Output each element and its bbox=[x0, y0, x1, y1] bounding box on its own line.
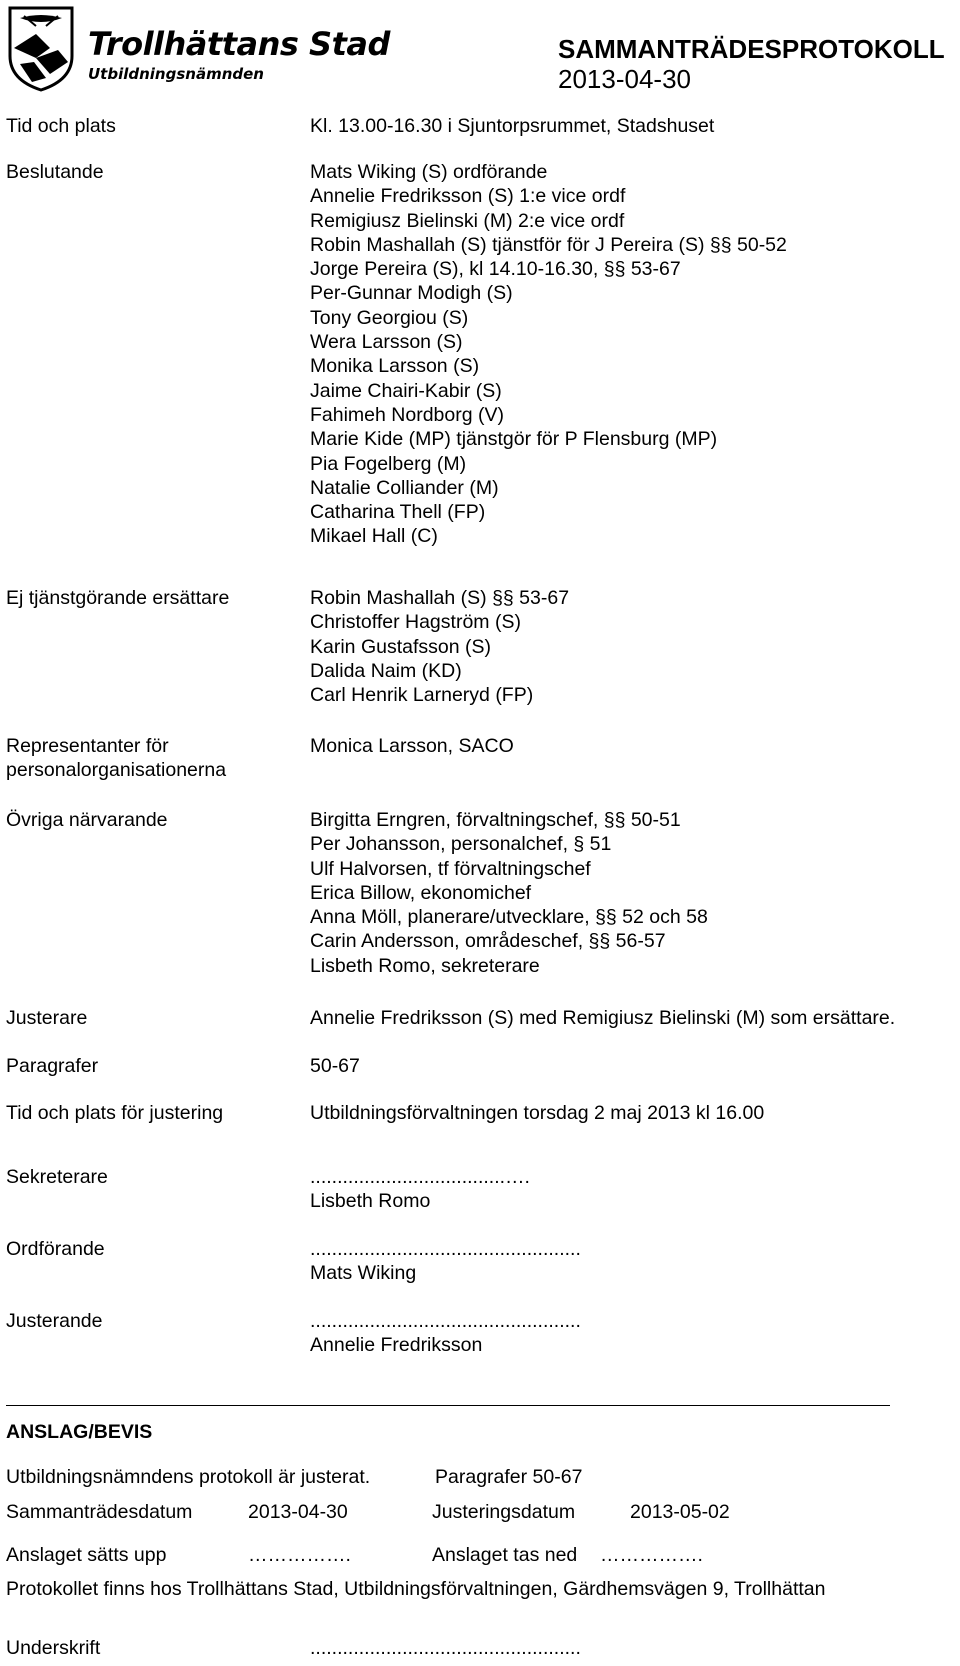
committee-name: Utbildningsnämnden bbox=[88, 65, 264, 83]
list-item: Marie Kide (MP) tjänstgör för P Flensburg (MP) bbox=[310, 428, 718, 451]
adjust-time-label: Tid och plats för justering bbox=[6, 1102, 224, 1124]
list-item: Mikael Hall (C) bbox=[310, 525, 438, 548]
adjuster-signature bbox=[310, 1309, 581, 1358]
chair-signature bbox=[310, 1237, 581, 1286]
secretary-label: Sekreterare bbox=[6, 1166, 108, 1188]
chair-label: Ordförande bbox=[6, 1238, 105, 1260]
signature-line: ....................................…. bbox=[310, 1166, 530, 1188]
list-item: Dalida Naim (KD) bbox=[310, 659, 462, 682]
adjust-date-label: Justeringsdatum bbox=[432, 1501, 576, 1523]
list-item: Pia Fogelberg (M) bbox=[310, 452, 467, 475]
posted-dots: ……………. bbox=[248, 1544, 351, 1566]
staff-reps-label bbox=[6, 734, 226, 783]
document-date: 2013-04-30 bbox=[558, 64, 691, 94]
adjuster-label: Justerande bbox=[6, 1310, 103, 1332]
others-list bbox=[310, 808, 708, 978]
signatory-name: Lisbeth Romo bbox=[310, 1190, 431, 1213]
secretary-signature bbox=[310, 1165, 530, 1214]
list-item: Ulf Halvorsen, tf förvaltningschef bbox=[310, 857, 591, 880]
decision-makers-list bbox=[310, 160, 787, 549]
signatory-name: Annelie Fredriksson bbox=[310, 1334, 483, 1357]
list-item: Jorge Pereira (S), kl 14.10-16.30, §§ 53-67 bbox=[310, 258, 681, 281]
notice-paragraphs: Paragrafer 50-67 bbox=[435, 1466, 583, 1488]
list-item: Remigiusz Bielinski (M) 2:e vice ordf bbox=[310, 209, 625, 232]
adjusted-text: Utbildningsnämndens protokoll är justerat. bbox=[6, 1466, 371, 1488]
organization-logo-text bbox=[88, 26, 390, 84]
substitutes-list bbox=[310, 586, 569, 707]
list-item: Monika Larsson (S) bbox=[310, 355, 480, 378]
staff-reps-value: Monica Larsson, SACO bbox=[310, 735, 514, 757]
time-place-label: Tid och plats bbox=[6, 115, 116, 137]
signatory-name: Mats Wiking bbox=[310, 1262, 417, 1285]
location-text: Protokollet finns hos Trollhättans Stad, Utbildningsförvaltningen, Gärdhemsvägen 9, Trollhättan bbox=[6, 1578, 826, 1600]
staff-reps-label-line: personalorganisationerna bbox=[6, 759, 227, 782]
list-item: Fahimeh Nordborg (V) bbox=[310, 403, 504, 426]
list-item: Carl Henrik Larneryd (FP) bbox=[310, 684, 534, 707]
coat-of-arms-logo bbox=[6, 4, 76, 92]
list-item: Per-Gunnar Modigh (S) bbox=[310, 282, 513, 305]
adjust-date-value: 2013-05-02 bbox=[630, 1501, 730, 1523]
list-item: Catharina Thell (FP) bbox=[310, 501, 486, 524]
meeting-date-label: Sammanträdesdatum bbox=[6, 1501, 193, 1523]
list-item: Robin Mashallah (S) tjänstför för J Pereira (S) §§ 50-52 bbox=[310, 233, 787, 256]
divider bbox=[6, 1405, 890, 1406]
list-item: Mats Wiking (S) ordförande bbox=[310, 161, 548, 183]
removed-dots: ……………. bbox=[600, 1544, 703, 1566]
list-item: Carin Andersson, områdeschef, §§ 56-57 bbox=[310, 930, 666, 953]
signature-line: .................................................. bbox=[310, 1238, 581, 1260]
posted-label: Anslaget sätts upp bbox=[6, 1544, 167, 1566]
adjusters-label: Justerare bbox=[6, 1007, 88, 1029]
list-item: Birgitta Erngren, förvaltningschef, §§ 50-51 bbox=[310, 809, 681, 831]
paragraphs-label: Paragrafer bbox=[6, 1055, 99, 1077]
meeting-date-value: 2013-04-30 bbox=[248, 1501, 348, 1523]
signature-dots: .................................................. bbox=[310, 1637, 581, 1659]
removed-label: Anslaget tas ned bbox=[432, 1544, 578, 1566]
decision-makers-label: Beslutande bbox=[6, 161, 104, 183]
others-label: Övriga närvarande bbox=[6, 809, 168, 831]
organization-name: Trollhättans Stad bbox=[88, 25, 390, 63]
signature-label: Underskrift bbox=[6, 1637, 101, 1659]
list-item: Wera Larsson (S) bbox=[310, 331, 463, 354]
adjusters-value: Annelie Fredriksson (S) med Remigiusz Bielinski (M) som ersättare. bbox=[310, 1007, 896, 1029]
list-item: Jaime Chairi-Kabir (S) bbox=[310, 379, 502, 402]
list-item: Lisbeth Romo, sekreterare bbox=[310, 954, 540, 977]
paragraphs-value: 50-67 bbox=[310, 1055, 360, 1077]
substitutes-label: Ej tjänstgörande ersättare bbox=[6, 587, 230, 609]
time-place-value: Kl. 13.00-16.30 i Sjuntorpsrummet, Stadshuset bbox=[310, 115, 715, 137]
list-item: Annelie Fredriksson (S) 1:e vice ordf bbox=[310, 185, 626, 208]
list-item: Erica Billow, ekonomichef bbox=[310, 881, 532, 904]
document-type: SAMMANTRÄDESPROTOKOLL bbox=[558, 34, 945, 64]
staff-reps-label-line: Representanter för bbox=[6, 735, 169, 757]
list-item: Anna Möll, planerare/utvecklare, §§ 52 och 58 bbox=[310, 906, 708, 929]
adjust-time-value: Utbildningsförvaltningen torsdag 2 maj 2013 kl 16.00 bbox=[310, 1102, 765, 1124]
signature-line: .................................................. bbox=[310, 1310, 581, 1332]
notice-heading: ANSLAG/BEVIS bbox=[6, 1421, 153, 1443]
list-item: Karin Gustafsson (S) bbox=[310, 635, 491, 658]
list-item: Christoffer Hagström (S) bbox=[310, 611, 521, 634]
list-item: Robin Mashallah (S) §§ 53-67 bbox=[310, 587, 570, 609]
list-item: Tony Georgiou (S) bbox=[310, 306, 469, 329]
list-item: Per Johansson, personalchef, § 51 bbox=[310, 833, 612, 856]
list-item: Natalie Colliander (M) bbox=[310, 476, 499, 499]
